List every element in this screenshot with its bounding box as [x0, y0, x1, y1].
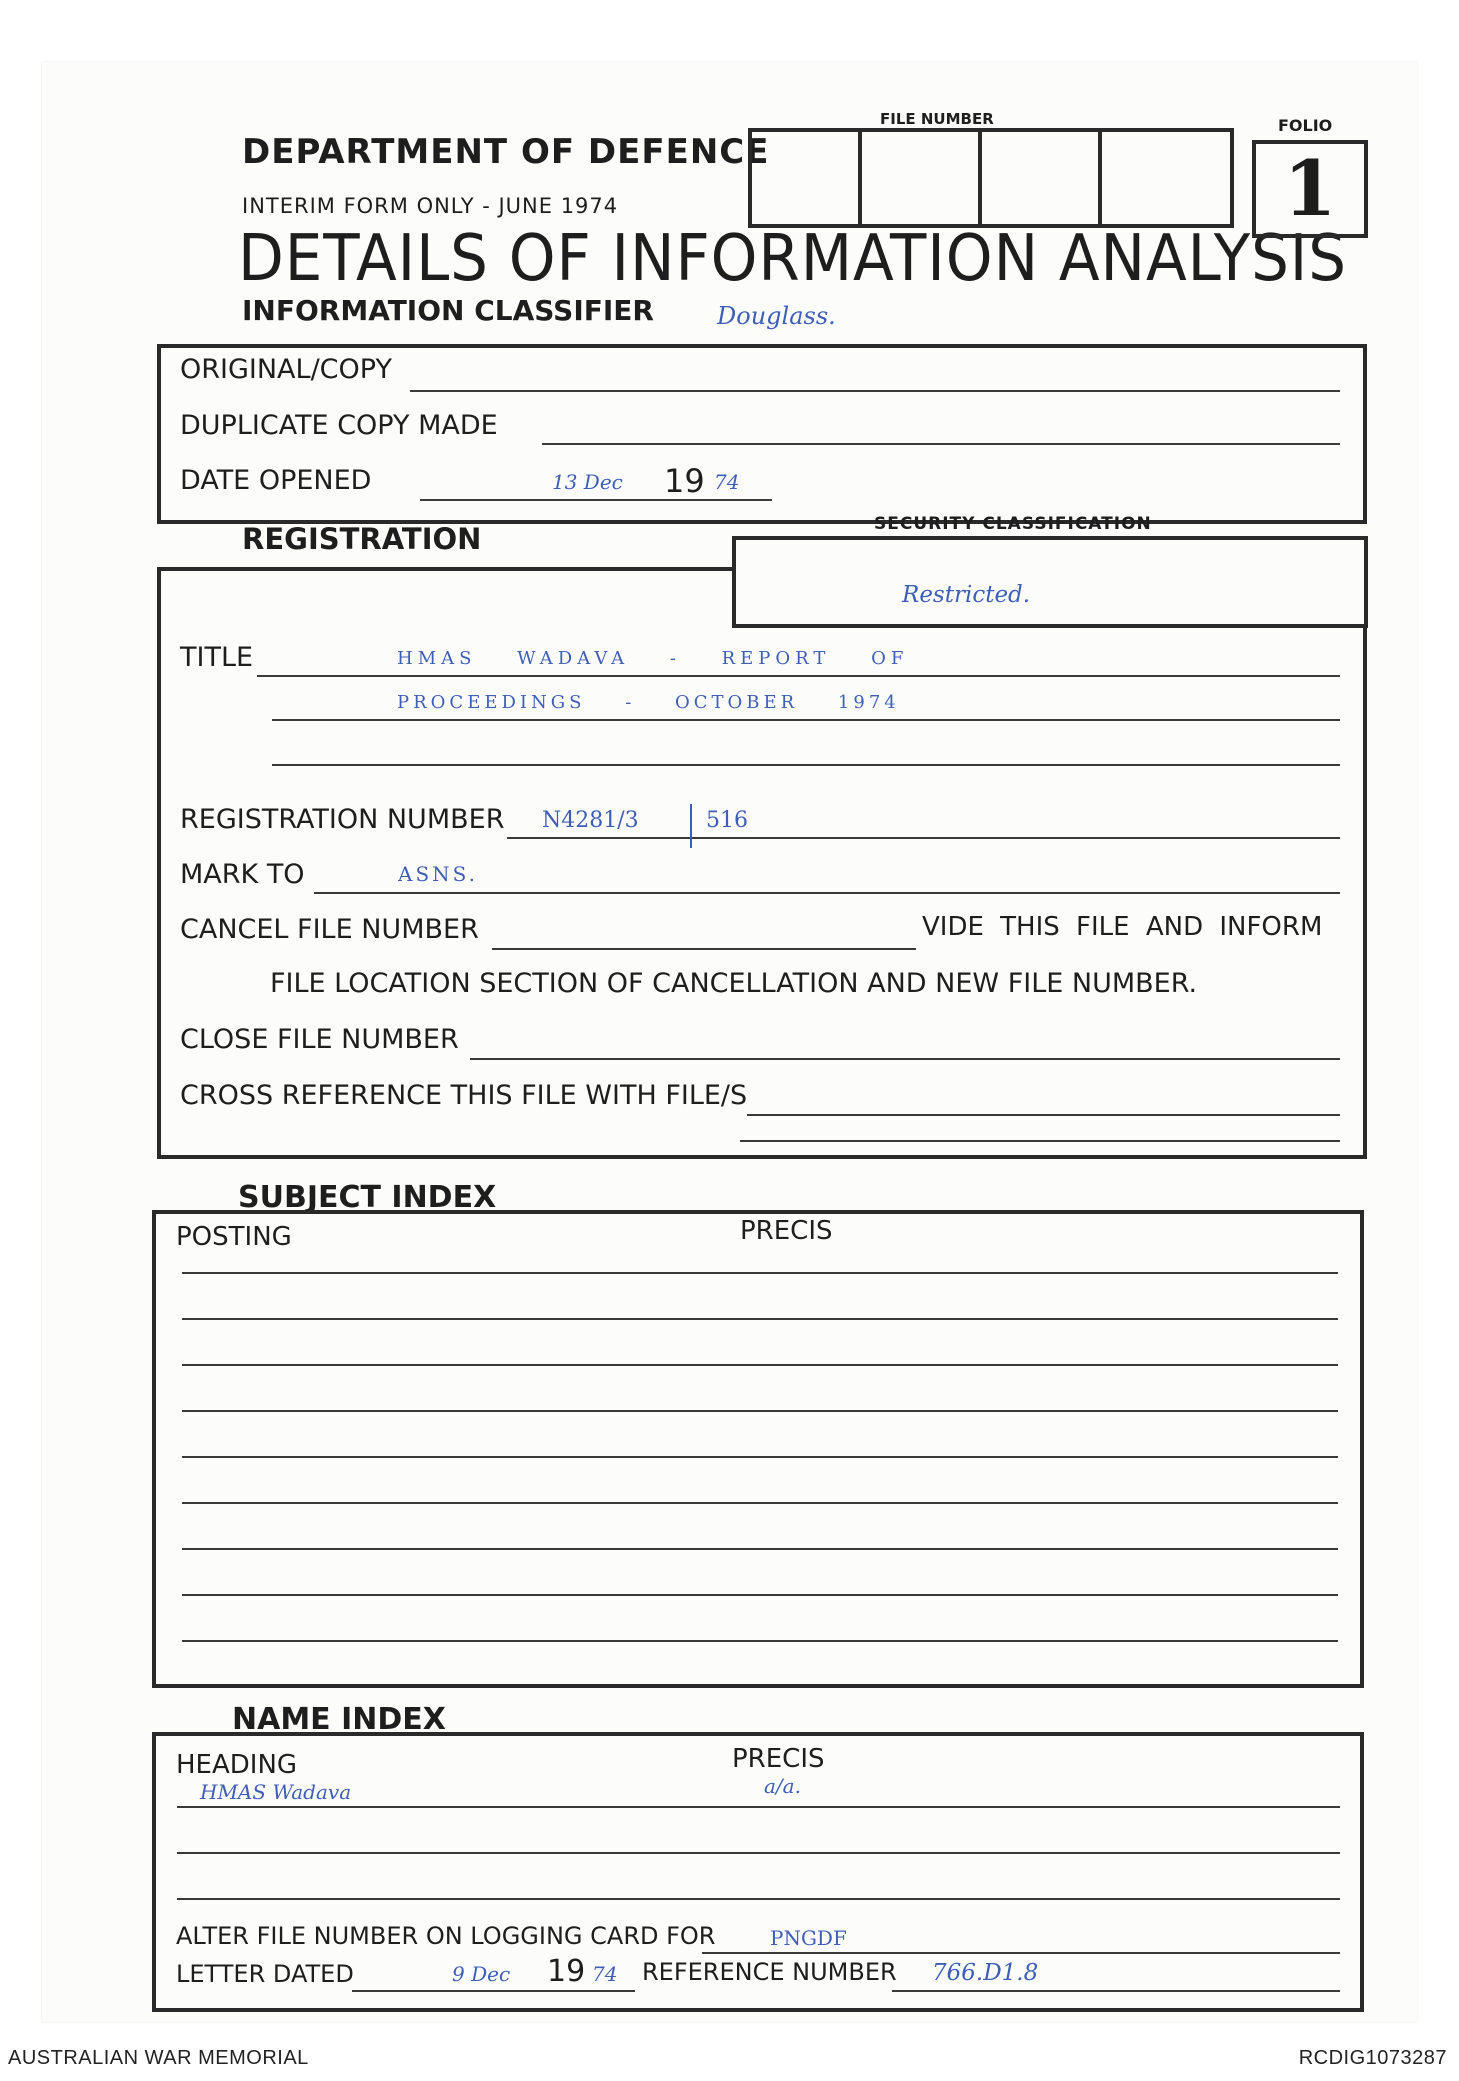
subject-line — [182, 1548, 1338, 1550]
folio-label: FOLIO — [1278, 116, 1333, 135]
subject-line — [182, 1410, 1338, 1412]
mark-to-label: MARK TO — [180, 859, 305, 890]
registration-heading: REGISTRATION — [242, 522, 482, 556]
subject-line — [182, 1272, 1338, 1274]
vide-text: VIDE THIS FILE AND INFORM — [922, 912, 1323, 942]
registration-number-value: N4281/3 — [542, 808, 639, 833]
subject-index-box — [152, 1210, 1364, 1688]
title-label: TITLE — [180, 642, 254, 673]
letter-date-value: 9 Dec — [452, 1962, 511, 1986]
footer-id: RCDIG1073287 — [1298, 2047, 1447, 2069]
subject-index-heading: SUBJECT INDEX — [238, 1180, 497, 1215]
registration-number-divider — [690, 804, 692, 848]
letter-year-prefix: 19 — [547, 1954, 586, 1989]
alter-file-value: PNGDF — [770, 1926, 847, 1950]
form-title: DETAILS OF INFORMATION ANALYSIS — [238, 222, 1347, 296]
registration-number-label: REGISTRATION NUMBER — [180, 804, 505, 835]
letter-year-value: 74 — [592, 1962, 618, 1986]
date-opened-year: 74 — [714, 470, 740, 494]
title-line-3 — [272, 764, 1340, 766]
file-location-text: FILE LOCATION SECTION OF CANCELLATION AND NEW FILE NUMBER. — [270, 968, 1198, 999]
footer-source: AUSTRALIAN WAR MEMORIAL — [8, 2047, 309, 2069]
subject-line — [182, 1456, 1338, 1458]
subject-line — [182, 1502, 1338, 1504]
date-opened-line — [420, 499, 772, 501]
classifier-label: INFORMATION CLASSIFIER — [242, 294, 654, 327]
duplicate-label: DUPLICATE COPY MADE — [180, 410, 498, 441]
file-number-cell — [1098, 132, 1102, 224]
cross-reference-label: CROSS REFERENCE THIS FILE WITH FILE/S — [180, 1080, 748, 1111]
duplicate-line — [542, 443, 1340, 445]
posting-label: POSTING — [176, 1222, 292, 1252]
reference-number-label: REFERENCE NUMBER — [642, 1958, 897, 1986]
cancel-file-label: CANCEL FILE NUMBER — [180, 914, 479, 945]
close-file-label: CLOSE FILE NUMBER — [180, 1024, 459, 1055]
name-precis-label: PRECIS — [732, 1744, 825, 1774]
reference-number-value: 766.D1.8 — [932, 1960, 1039, 1986]
mark-to-line — [314, 892, 1340, 894]
file-number-label: FILE NUMBER — [880, 110, 994, 128]
security-value: Restricted. — [902, 582, 1031, 608]
name-line — [177, 1852, 1340, 1854]
name-precis-value: a/a. — [764, 1774, 801, 1798]
mark-to-value: ASNS. — [398, 862, 478, 886]
title-line-2 — [272, 719, 1340, 721]
name-line — [177, 1806, 1340, 1808]
subject-line — [182, 1364, 1338, 1366]
subject-precis-label: PRECIS — [740, 1216, 833, 1246]
original-copy-line — [410, 390, 1340, 392]
folio-number: 1 — [1283, 144, 1337, 233]
title-value-line-2: PROCEEDINGS - OCTOBER 1974 — [397, 692, 900, 713]
classifier-value: Douglass. — [717, 302, 836, 330]
heading-value: HMAS Wadava — [200, 1780, 352, 1804]
registration-number-line — [507, 837, 1340, 839]
folio-box — [1252, 140, 1368, 238]
name-index-heading: NAME INDEX — [232, 1702, 446, 1737]
interim-note: INTERIM FORM ONLY - JUNE 1974 — [242, 194, 619, 218]
heading-label: HEADING — [176, 1750, 298, 1780]
file-number-cell — [978, 132, 982, 224]
title-value-line-1: HMAS WADAVA - REPORT OF — [397, 648, 909, 669]
original-copy-label: ORIGINAL/COPY — [180, 354, 392, 385]
security-label: SECURITY CLASSIFICATION — [874, 514, 1152, 534]
security-classification-box — [732, 536, 1368, 628]
date-opened-year-prefix: 19 — [664, 462, 705, 500]
reference-number-line — [892, 1990, 1340, 1992]
cross-reference-line-2 — [740, 1140, 1340, 1142]
date-opened-value: 13 Dec — [552, 470, 623, 494]
letter-dated-label: LETTER DATED — [176, 1960, 354, 1988]
letter-dated-line — [352, 1990, 635, 1992]
registration-number-suffix: 516 — [706, 808, 748, 833]
title-line-1 — [257, 675, 1340, 677]
date-opened-label: DATE OPENED — [180, 465, 372, 496]
file-number-boxes — [748, 128, 1234, 228]
form-page — [42, 62, 1417, 2022]
cross-reference-line-1 — [747, 1114, 1340, 1116]
alter-file-label: ALTER FILE NUMBER ON LOGGING CARD FOR — [176, 1922, 716, 1950]
subject-line — [182, 1594, 1338, 1596]
alter-file-line — [702, 1952, 1340, 1954]
subject-line — [182, 1640, 1338, 1642]
close-file-line — [470, 1058, 1340, 1060]
file-number-cell — [858, 132, 862, 224]
cancel-file-line — [492, 948, 916, 950]
subject-line — [182, 1318, 1338, 1320]
department-heading: DEPARTMENT OF DEFENCE — [242, 132, 770, 172]
name-line — [177, 1898, 1340, 1900]
